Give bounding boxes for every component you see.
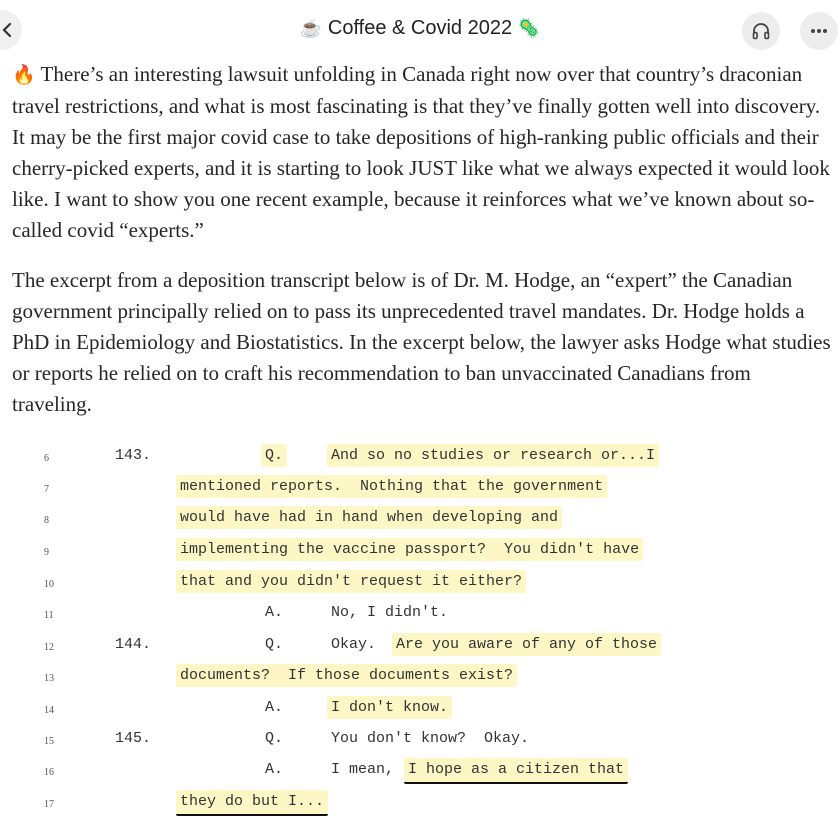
transcript-text: No, I didn't. (331, 604, 449, 621)
transcript-text-underlined: I hope as a citizen that (404, 758, 628, 784)
line-number: 10 (44, 579, 54, 590)
more-options-button[interactable] (800, 12, 838, 50)
paragraph-1 (12, 59, 834, 246)
paragraph-1-text: There’s an interesting lawsuit unfolding in Canada right now over that country’s draconian travel restrictions, and what is most fascinating is that they’ve finally gotten well into discovery. It may be the first major covid case to take depositions of high-ranking public officials and their cherry-picked experts, and it is starting to look JUST like what we always expected it would look like. I want to show you one recent example, because it reinforces what we’ve known about so-called covid “experts.” (12, 62, 830, 242)
speaker-label: Q. (265, 636, 284, 653)
transcript-text: You don't know? Okay. (331, 730, 530, 747)
listen-button[interactable] (742, 12, 780, 50)
line-number: 13 (44, 673, 54, 684)
transcript-text: would have had in hand when developing and (176, 506, 562, 529)
app-header (0, 0, 840, 60)
transcript-text: implementing the vaccine passport? You didn't have (176, 538, 643, 561)
transcript-text: I don't know. (327, 696, 452, 719)
transcript-text: that and you didn't request it either? (176, 570, 526, 593)
page-title (0, 17, 840, 40)
transcript-line (0, 758, 840, 789)
transcript-text: And so no studies or research or...I (327, 444, 659, 467)
line-number: 11 (44, 610, 54, 621)
question-number: 145. (115, 730, 152, 747)
article-body (12, 59, 834, 420)
speaker-label: A. (265, 604, 284, 621)
transcript-line (0, 790, 840, 821)
line-number: 12 (44, 642, 54, 653)
speaker-label: Q. (261, 444, 287, 467)
speaker-label: A. (265, 761, 284, 778)
line-number: 7 (44, 484, 49, 495)
headphones-icon (752, 22, 770, 40)
transcript-text-underlined: they do but I... (176, 790, 328, 816)
transcript-text: Okay. (331, 636, 377, 653)
line-number: 6 (44, 453, 49, 464)
more-horizontal-icon (810, 28, 828, 34)
transcript-text-highlighted: Are you aware of any of those (392, 633, 661, 656)
transcript-line (0, 633, 840, 664)
question-number: 144. (115, 636, 152, 653)
transcript-line (0, 696, 840, 727)
transcript-line (0, 475, 840, 506)
line-number: 8 (44, 515, 49, 526)
transcript-line (0, 601, 840, 632)
transcript-line (0, 727, 840, 758)
transcript-line (0, 570, 840, 601)
line-number: 14 (44, 705, 54, 716)
speaker-label: Q. (265, 730, 284, 747)
deposition-transcript-image (0, 440, 840, 840)
title-text: Coffee & Covid 2022 (327, 17, 513, 39)
transcript-text: I mean, (331, 761, 395, 778)
line-number: 9 (44, 547, 49, 558)
transcript-line (0, 506, 840, 537)
transcript-line (0, 444, 840, 475)
virus-icon: 🦠 (517, 18, 541, 38)
transcript-text: mentioned reports. Nothing that the government (176, 475, 607, 498)
line-number: 16 (44, 767, 54, 778)
line-number: 17 (44, 799, 54, 810)
transcript-line (0, 664, 840, 695)
fire-icon: 🔥 (12, 65, 36, 86)
line-number: 15 (44, 736, 54, 747)
coffee-icon: ☕ (299, 18, 323, 38)
paragraph-2: The excerpt from a deposition transcript below is of Dr. M. Hodge, an “expert” the Canadian government principally relied on to pass its unprecedented travel mandates. Dr. Hodge holds a PhD in Epidemiology and Biostatistics. In the excerpt below, the lawyer asks Hodge what studies or reports he relied on to craft his recommendation to ban unvaccinated Canadians from traveling. (12, 268, 831, 416)
question-number: 143. (115, 447, 152, 464)
transcript-text: documents? If those documents exist? (176, 664, 517, 687)
speaker-label: A. (265, 699, 284, 716)
transcript-line (0, 538, 840, 569)
